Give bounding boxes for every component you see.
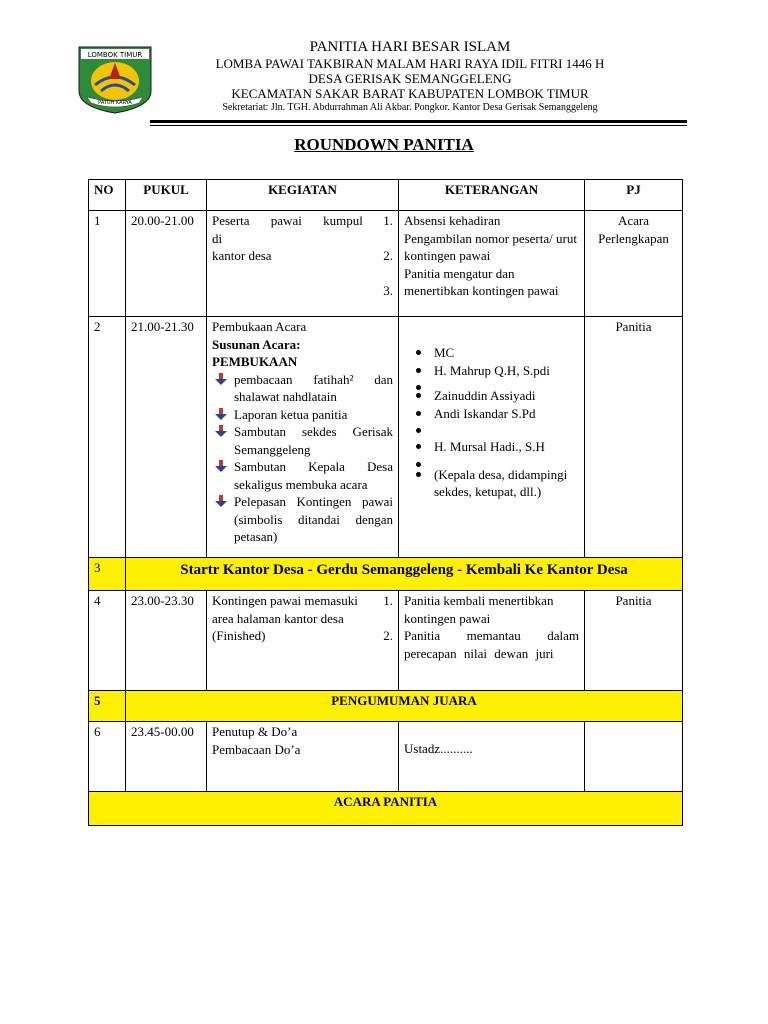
- lombok-timur-emblem-icon: [77, 45, 153, 115]
- logo-text-top: LOMBOK TIMUR: [87, 51, 143, 59]
- list-item: H. Mursal Hadi., S.H: [404, 438, 579, 456]
- row-no: 5: [89, 691, 126, 722]
- list-item: H. Mahrup Q.H, S.pdi: [404, 362, 579, 380]
- row-pj: [585, 722, 683, 792]
- list-item: Andi Iskandar S.Pd: [404, 405, 579, 423]
- header-keterangan: KETERANGAN: [399, 180, 585, 211]
- table-header-row: [89, 180, 683, 211]
- header-line-4: KECAMATAN SAKAR BARAT KABUPATEN LOMBOK TIMUR: [231, 86, 589, 101]
- header-line-5: Sekretariat: Jln. TGH. Abdurrahman Ali Akbar. Pongkor. Kantor Desa Gerisak Semanggeleng: [222, 102, 598, 113]
- row-kegiatan: [207, 211, 399, 317]
- agenda-list: [212, 371, 393, 546]
- table-row: [89, 317, 683, 558]
- keterangan-item: Pengambilan nomor peserta/ urut kontingen pawai: [404, 230, 577, 263]
- kegiatan-subheading: PEMBUKAAN: [212, 354, 298, 369]
- row-no: 4: [89, 591, 126, 691]
- row-keterangan: [399, 317, 585, 558]
- arrow-down-icon: [215, 495, 227, 507]
- row-kegiatan: [207, 722, 399, 792]
- kegiatan-text: Kontingen pawai memasuki: [212, 593, 358, 608]
- row-pukul: 21.00-21.30: [126, 317, 207, 558]
- row-keterangan: [399, 591, 585, 691]
- row-kegiatan: [207, 317, 399, 558]
- row-pukul: 23.45-00.00: [126, 722, 207, 792]
- list-number: 2.: [383, 248, 393, 263]
- kegiatan-text: (Finished): [212, 628, 266, 643]
- list-item: Sambutan Kepala Desa sekaligus membuka acara: [212, 458, 393, 493]
- header-line-2: LOMBA PAWAI TAKBIRAN MALAM HARI RAYA IDIL FITRI 1446 H: [215, 56, 605, 71]
- arrow-down-icon: [215, 460, 227, 472]
- kegiatan-text: Penutup & Do’a: [212, 724, 298, 739]
- table-row: [89, 211, 683, 317]
- page-title: ROUNDOWN PANITIA: [294, 135, 474, 154]
- kegiatan-subheading: Susunan Acara:: [212, 336, 301, 352]
- table-row: [89, 722, 683, 792]
- announcement-text: PENGUMUMAN JUARA: [126, 691, 683, 722]
- arrow-down-icon: [215, 408, 227, 420]
- logo-text-bottom: PATUH KARYA: [98, 100, 132, 106]
- list-item: Zainuddin Assiyadi: [404, 387, 579, 405]
- keterangan-item: Panitia kembali menertibkan kontingen pawai: [404, 593, 554, 626]
- row-pj: Acara Perlengkapan: [585, 211, 683, 317]
- table-row-highlight: [89, 558, 683, 591]
- route-text: Startr Kantor Desa - Gerdu Semanggeleng - Kembali Ke Kantor Desa: [126, 558, 683, 591]
- keterangan-list: [404, 344, 579, 501]
- list-item: Sambutan sekdes Gerisak Semanggeleng: [212, 423, 393, 458]
- row-pukul: 20.00-21.00: [126, 211, 207, 317]
- header-kegiatan: KEGIATAN: [207, 180, 399, 211]
- row-keterangan: [399, 722, 585, 792]
- list-number: 1.: [383, 593, 393, 608]
- list-number: 3.: [383, 282, 393, 298]
- list-number: 1.: [383, 213, 393, 228]
- footer-text: ACARA PANITIA: [89, 792, 683, 826]
- arrow-down-icon: [215, 425, 227, 437]
- kegiatan-text: Peserta pawai kumpul di: [212, 213, 363, 246]
- header-pj: PJ: [585, 180, 683, 211]
- list-number: 2.: [383, 628, 393, 643]
- header-rule-thin: [150, 125, 687, 126]
- kegiatan-text: kantor desa: [212, 248, 272, 263]
- keterangan-item: Panitia memantau dalam perecapan nilai dewan juri: [404, 628, 579, 661]
- table-row-highlight: [89, 792, 683, 826]
- header-pukul: PUKUL: [126, 180, 207, 211]
- keterangan-item: Panitia mengatur dan menertibkan kontingen pawai: [404, 265, 559, 298]
- kegiatan-text: Pembukaan Acara: [212, 319, 307, 334]
- header-line-1: PANITIA HARI BESAR ISLAM: [309, 39, 511, 55]
- list-item: Laporan ketua panitia: [212, 406, 393, 424]
- row-no: 2: [89, 317, 126, 558]
- kegiatan-text: area halaman kantor desa: [212, 610, 344, 626]
- list-item: pembacaan fatihah² dan shalawat nahdlatain: [212, 371, 393, 406]
- row-keterangan: [399, 211, 585, 317]
- list-item: MC: [404, 344, 579, 362]
- row-no: 3: [89, 558, 126, 591]
- keterangan-item: Ustadz..........: [404, 741, 473, 756]
- row-kegiatan: [207, 591, 399, 691]
- letterhead: [175, 38, 645, 115]
- arrow-down-icon: [215, 373, 227, 385]
- table-row-highlight: [89, 691, 683, 722]
- list-item: (Kepala desa, didampingi sekdes, ketupat, dll.): [404, 466, 579, 501]
- row-pj: Panitia: [585, 317, 683, 558]
- header-rule-thick: [150, 120, 687, 123]
- row-pukul: 23.00-23.30: [126, 591, 207, 691]
- header-no: NO: [89, 180, 126, 211]
- row-no: 6: [89, 722, 126, 792]
- keterangan-item: Absensi kehadiran: [404, 213, 501, 228]
- kegiatan-text: Pembacaan Do’a: [212, 741, 301, 757]
- header-line-3: DESA GERISAK SEMANGGELENG: [308, 71, 512, 86]
- rundown-table: [88, 179, 683, 826]
- row-no: 1: [89, 211, 126, 317]
- table-row: [89, 591, 683, 691]
- list-item: Pelepasan Kontingen pawai (simbolis ditandai dengan petasan): [212, 493, 393, 546]
- row-pj: Panitia: [585, 591, 683, 691]
